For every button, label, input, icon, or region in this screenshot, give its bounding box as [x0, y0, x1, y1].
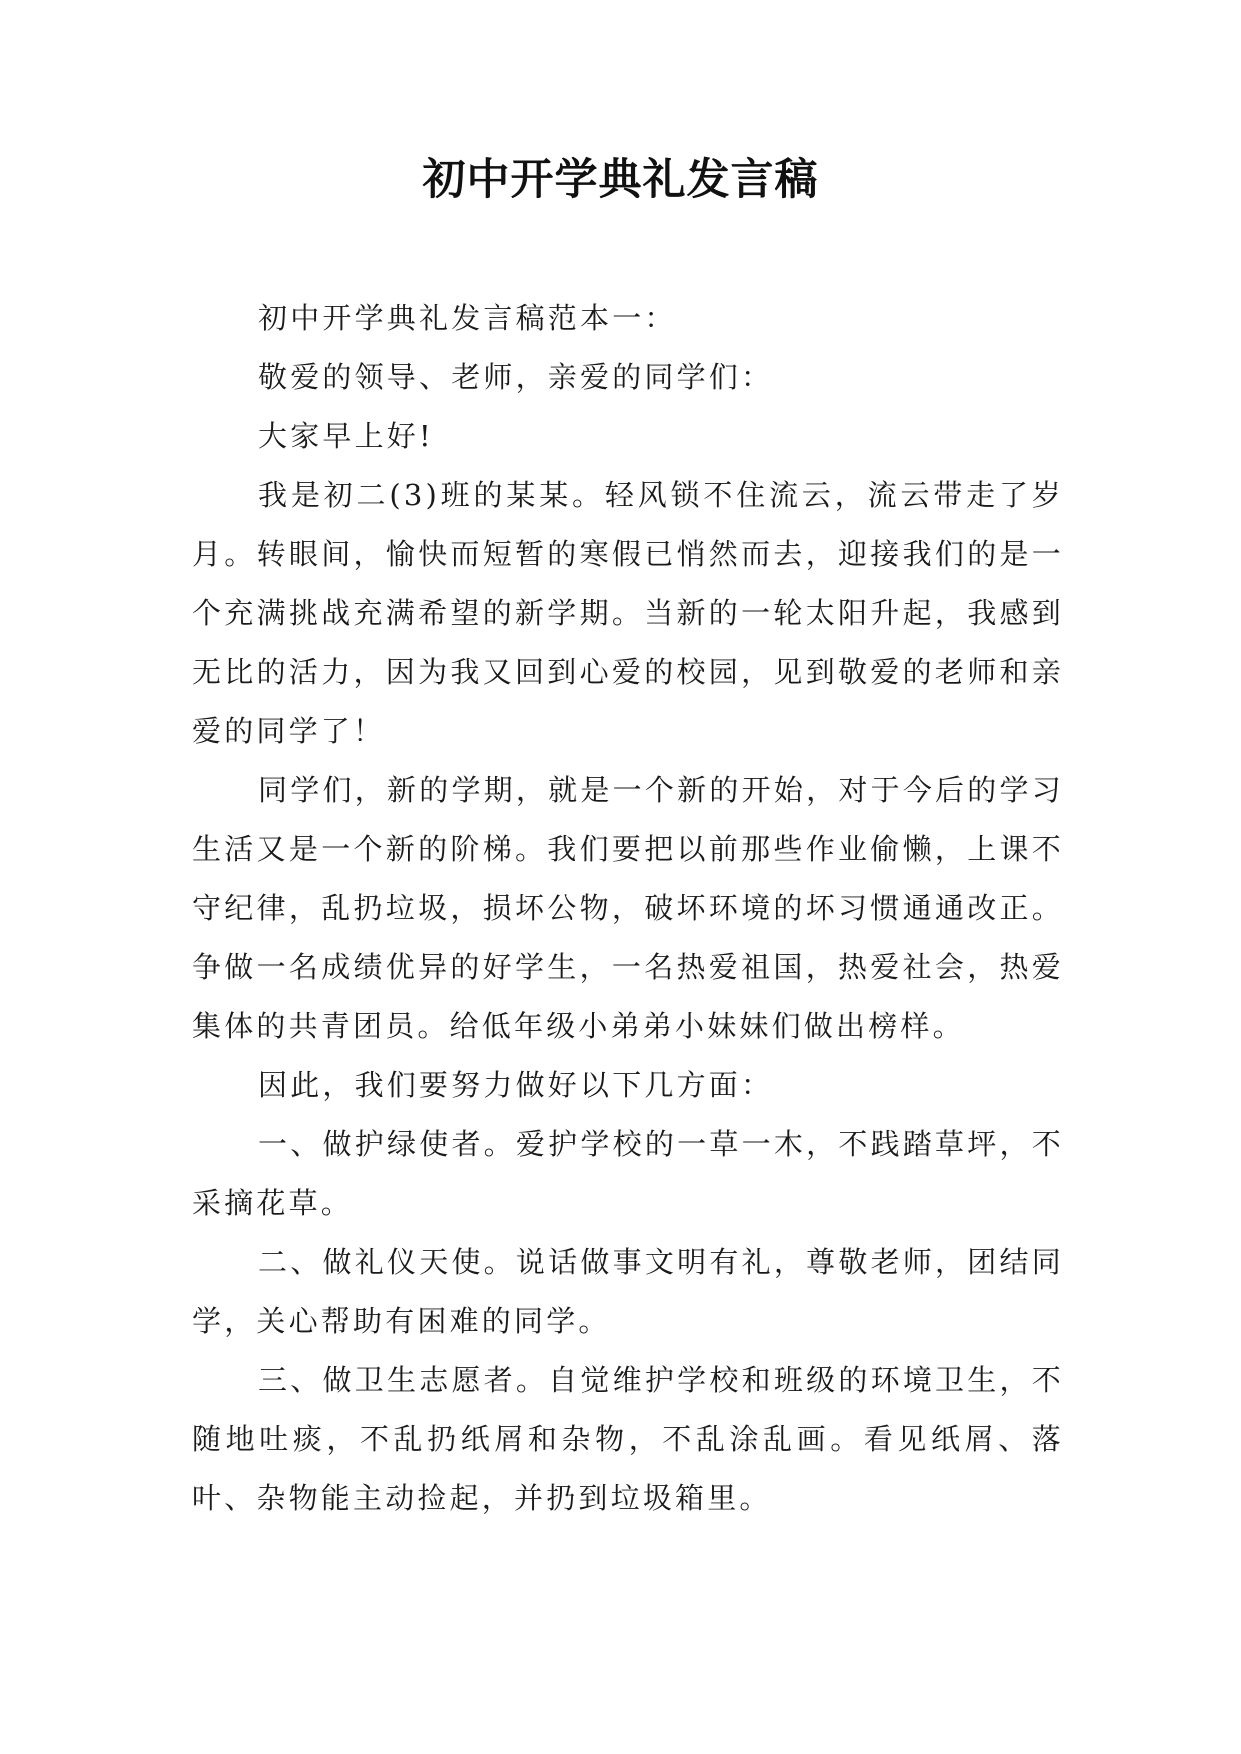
paragraph-point-two: 二、做礼仪天使。说话做事文明有礼，尊敬老师，团结同学，关心帮助有困难的同学。 [192, 1245, 1064, 1338]
paragraph-point-three: 三、做卫生志愿者。自觉维护学校和班级的环境卫生，不随地吐痰，不乱扔纸屑和杂物，不乱涂乱画。看见纸屑、落叶、杂物能主动捡起，并扔到垃圾箱里。 [192, 1363, 1064, 1515]
paragraph-introduction: 我是初二(3)班的某某。轻风锁不住流云，流云带走了岁月。转眼间，愉快而短暂的寒假已悄然而去，迎接我们的是一个充满挑战充满希望的新学期。当新的一轮太阳升起，我感到无比的活力，因为我又回到心爱的校园，见到敬爱的老师和亲爱的同学了！ [192, 478, 1064, 748]
paragraph-salutation: 敬爱的领导、老师，亲爱的同学们： [258, 360, 774, 394]
document-title: 初中开学典礼发言稿 [422, 155, 819, 205]
paragraph-aspects-intro: 因此，我们要努力做好以下几方面： [258, 1068, 774, 1102]
paragraph-section-heading: 初中开学典礼发言稿范本一： [258, 301, 677, 335]
paragraph-new-semester: 同学们，新的学期，就是一个新的开始，对于今后的学习生活又是一个新的阶梯。我们要把以前那些作业偷懒，上课不守纪律，乱扔垃圾，损坏公物，破坏环境的坏习惯通通改正。争做一名成绩优异的好学生，一名热爱祖国，热爱社会，热爱集体的共青团员。给低年级小弟弟小妹妹们做出榜样。 [192, 773, 1064, 1043]
paragraph-point-one: 一、做护绿使者。爱护学校的一草一木，不践踏草坪，不采摘花草。 [192, 1127, 1064, 1220]
paragraph-greeting: 大家早上好! [258, 419, 434, 453]
document-body [192, 289, 1064, 1528]
